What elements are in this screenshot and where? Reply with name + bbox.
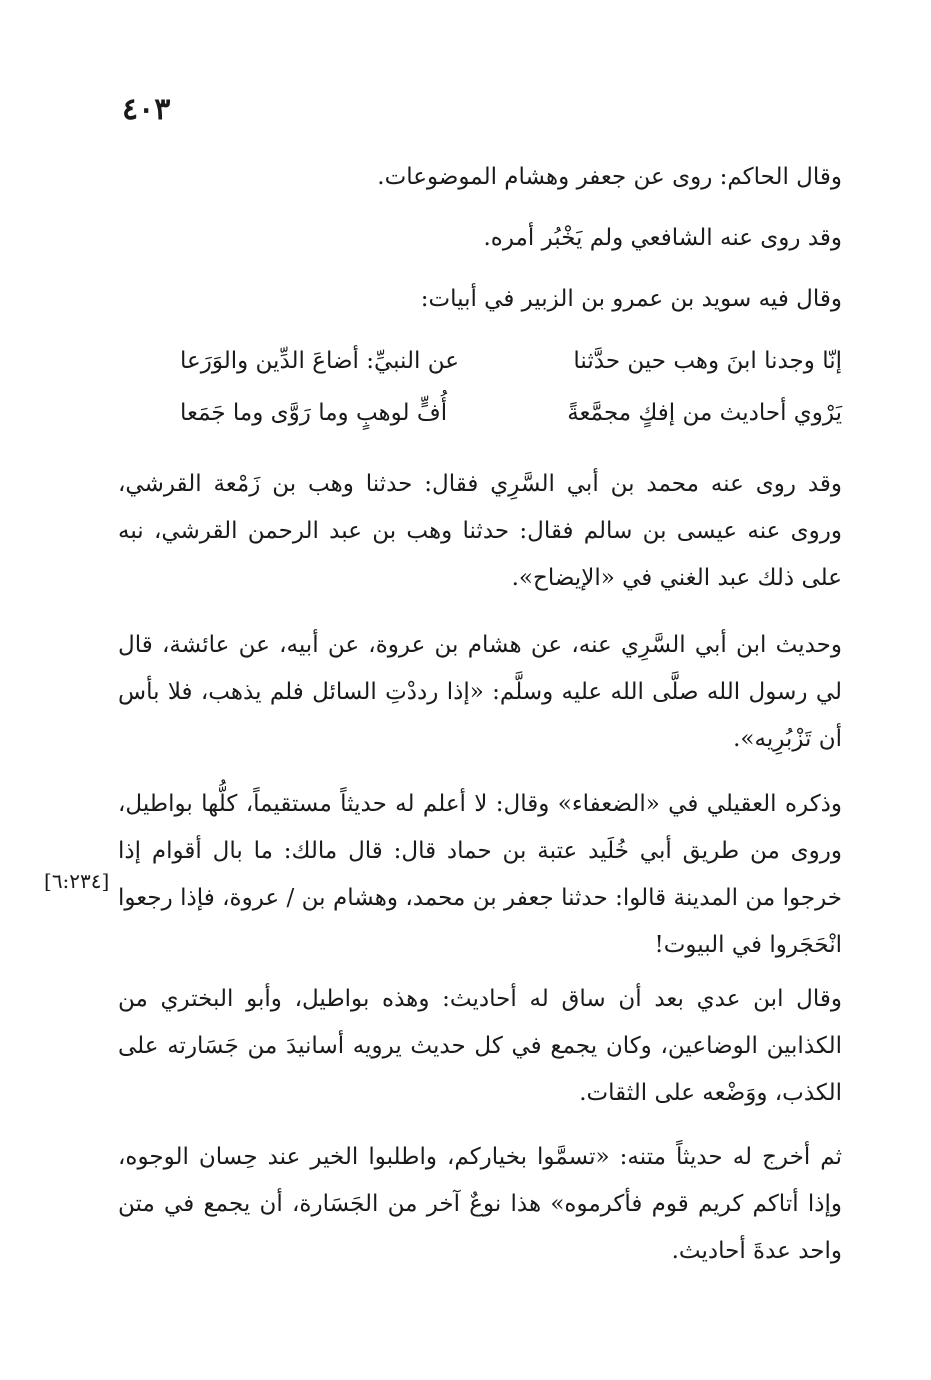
paragraph-ibn-adi: وقال ابن عدي بعد أن ساق له أحاديث: وهذه بواطيل، وأبو البختري من الكذابين الوضاعين، وكان يجمع في كل حديث يرويه أسانيدَ من جَسَارته على الكذب، ووَضْعه على الثقات. (118, 986, 842, 1106)
verse-2-first-hemistich: يَرْوي أحاديث من إفكٍ مجمَّعةً (567, 400, 842, 426)
line-shafii: وقد روى عنه الشافعي ولم يَخْبُر أمره. (483, 225, 842, 251)
paragraph-hadith-aisha: وحديث ابن أبي السَّرِي عنه، عن هشام بن عروة، عن أبيه، عن عائشة، قال لي رسول الله صلَّى الله عليه وسلَّم: «إذا رددْتِ السائل فلم يذهب، فلا بأس أن تَزْبُرِيه». (118, 632, 842, 752)
line-hakim: وقال الحاكم: روى عن جعفر وهشام الموضوعات. (377, 164, 842, 190)
verse-1 (180, 338, 842, 385)
margin-reference: [٦:٢٣٤] (44, 869, 110, 893)
paragraph-hadith-matn: ثم أخرج له حديثاً متنه: «تسمَّوا بخياركم، واطلبوا الخير عند حِسان الوجوه، وإذا أتاكم كريم قوم فأكرموه» هذا نوعٌ آخر من الجَسَارة، أن يجمع في متن واحد عدةَ أحاديث. (118, 1144, 842, 1264)
paragraph-uqayli: وذكره العقيلي في «الضعفاء» وقال: لا أعلم له حديثاً مستقيماً، كلُّها بواطيل، وروى من طريق أبي خُلَيد عتبة بن حماد قال: قال مالك: ما بال أقوام إذا خرجوا من المدينة قالوا: حدثنا جعفر بن محمد، وهشام بن / عروة، فإذا رجعوا انْحَجَروا في البيوت! (118, 791, 842, 958)
page-number: ٤٠٣ (122, 92, 171, 127)
paragraph-ibn-abi-sari: وقد روى عنه محمد بن أبي السَّرِي فقال: حدثنا وهب بن زَمْعة القرشي، وروى عنه عيسى بن سالم فقال: حدثنا وهب بن عبد الرحمن القرشي، نبه على ذلك عبد الغني في «الإيضاح». (118, 471, 842, 591)
line-suwaid: وقال فيه سويد بن عمرو بن الزبير في أبيات: (420, 286, 842, 312)
verse-2 (180, 390, 842, 437)
verse-2-second-hemistich: أُفٍّ لوهبٍ وما رَوَّى وما جَمَعا (180, 400, 448, 426)
verse-1-first-hemistich: إنّا وجدنا ابنَ وهب حين حدَّثنا (573, 348, 842, 374)
verse-1-second-hemistich: عن النبيِّ: أضاعَ الدِّين والوَرَعا (180, 348, 459, 374)
